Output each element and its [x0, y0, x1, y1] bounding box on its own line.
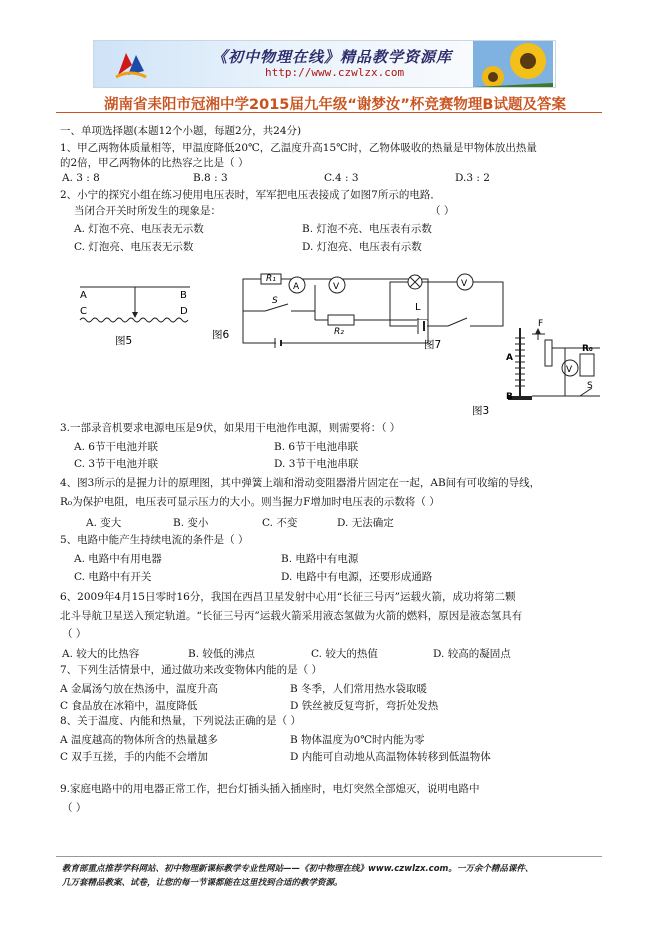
q4-option-d: D. 无法确定	[337, 517, 394, 529]
q3-option-a: A. 6节干电池并联	[74, 441, 158, 453]
sunflower-image	[473, 40, 553, 88]
q7-option-d: D 铁丝被反复弯折，弯折处发热	[290, 700, 439, 712]
document-title: 湖南省耒阳市冠湘中学2015届九年级“谢梦汝”杯竞赛物理B试题及答案	[104, 97, 566, 113]
q2-line1: 2、小宁的探究小组在练习使用电压表时，军军把电压表接成了如图7所示的电路．	[60, 189, 441, 201]
fig3-label-b: B	[506, 392, 513, 402]
q2-paren: （ ）	[430, 205, 455, 217]
fig5-label-c: C	[80, 306, 87, 317]
fig6-r2-label: R₂	[334, 327, 344, 337]
q3-line1: 3.一部录音机要求电源电压是9伏，如果用干电池作电源，则需要将：（ ）	[60, 422, 401, 434]
q1-option-d: D.3 : 2	[455, 172, 490, 184]
q6-line1: 6、2009年4月15日零时16分，我国在西昌卫星发射中心用“长征三号丙”运载火箭，成功将第二颗	[60, 591, 516, 603]
q5-option-d: D. 电路中有电源，还要形成通路	[281, 571, 433, 583]
footer-line1: 教育部重点推荐学科网站、初中物理新课标教学专业性网站——《初中物理在线》www.czwlzx.com。一万余个精品课件、	[62, 864, 534, 874]
q6-option-d: D. 较高的凝固点	[433, 648, 511, 660]
fig6-voltmeter-label: V	[333, 282, 340, 292]
q5-option-c: C. 电路中有开关	[74, 571, 152, 583]
footer-divider	[56, 856, 602, 857]
q7-line1: 7、下列生活情景中，通过做功来改变物体内能的是（ ）	[60, 664, 323, 676]
q2-option-d: D. 灯泡亮、电压表有示数	[302, 241, 422, 253]
q2-option-b: B. 灯泡不亮、电压表有示数	[302, 223, 432, 235]
fig6-r1-label: R₁	[266, 274, 276, 284]
q2-line2: 当闭合开关时所发生的现象是：	[74, 205, 221, 217]
q4-line2: R₀为保护电阻，电压表可显示压力的大小。则当握力F增加时电压表的示数将（ ）	[60, 496, 440, 508]
q5-line1: 5、电路中能产生持续电流的条件是（ ）	[60, 534, 249, 546]
banner-url: http://www.czwlzx.com	[265, 66, 405, 79]
fig3-force-label: F	[538, 319, 544, 329]
footer-line2: 几万套精品教案、试卷，让您的每一节课都能在这里找到合适的教学资源。	[62, 878, 343, 888]
q8-option-a: A 温度越高的物体所含的热量越多	[60, 734, 218, 746]
fig3-switch-label: S	[587, 381, 593, 391]
q9-line1: 9.家庭电路中的用电器正常工作，把台灯插头插入插座时，电灯突然全部熄灭，说明电路中	[60, 783, 480, 795]
fig6-ammeter-label: A	[293, 282, 300, 292]
fig5-caption: 图5	[115, 335, 133, 347]
q6-option-c: C. 较大的热值	[311, 648, 378, 660]
q1-line2: 的2倍，甲乙两物体的比热容之比是（ ）	[60, 157, 249, 169]
banner-title: 《初中物理在线》精品教学资源库	[212, 48, 453, 66]
fig3-voltmeter-label: V	[566, 365, 573, 375]
fig3-r0-label: R₀	[582, 344, 593, 354]
site-logo-icon	[112, 45, 150, 83]
q2-option-a: A. 灯泡不亮、电压表无示数	[74, 223, 204, 235]
q6-option-b: B. 较低的沸点	[188, 648, 255, 660]
q1-option-b: B.8 : 3	[193, 172, 228, 184]
q4-option-a: A. 变大	[86, 517, 122, 529]
title-divider	[56, 112, 602, 113]
fig7-voltmeter-label: V	[461, 279, 468, 289]
figure-6	[212, 274, 428, 348]
q6-option-a: A. 较大的比热容	[62, 648, 140, 660]
fig5-label-a: A	[80, 290, 87, 301]
figure-5	[80, 287, 190, 347]
figure-7	[390, 274, 503, 351]
q1-line1: 1、甲乙两物体质量相等，甲温度降低20℃，乙温度升高15℃时，乙物体吸收的热量是甲物体放出热量	[60, 142, 537, 154]
q2-option-c: C. 灯泡亮、电压表无示数	[74, 241, 194, 253]
fig5-label-d: D	[180, 306, 188, 317]
q1-option-a: A. 3 : 8	[62, 172, 100, 184]
fig7-lamp-label: L	[415, 302, 421, 313]
q5-option-a: A. 电路中有用电器	[74, 553, 162, 565]
figures-row	[60, 268, 600, 420]
fig3-label-a: A	[506, 353, 513, 363]
q3-option-c: C. 3节干电池并联	[74, 458, 159, 470]
q7-option-b: B 冬季，人们常用热水袋取暖	[290, 683, 428, 695]
q8-option-b: B 物体温度为0℃时内能为零	[290, 734, 425, 746]
q8-option-c: C 双手互搓，手的内能不会增加	[60, 751, 208, 763]
fig5-label-b: B	[180, 290, 187, 301]
q3-option-b: B. 6节干电池串联	[274, 441, 359, 453]
q1-option-c: C.4 : 3	[324, 172, 359, 184]
q6-line2: 北斗导航卫星送入预定轨道。“长征三号丙”运载火箭采用液态氢做为火箭的燃料，原因是液态氢具有	[60, 610, 523, 622]
footer	[62, 862, 602, 890]
fig6-switch-label: S	[272, 296, 278, 306]
fig7-caption: 图7	[424, 339, 442, 351]
q7-option-a: A 金属汤勺放在热汤中，温度升高	[60, 683, 218, 695]
q5-option-b: B. 电路中有电源	[281, 553, 359, 565]
q6-line3: （ ）	[62, 628, 87, 640]
q7-option-c: C 食品放在冰箱中，温度降低	[60, 700, 198, 712]
q9-line2: （ ）	[62, 802, 87, 814]
section-heading: 一、单项选择题(本题12个小题，每题2分，共24分)	[60, 125, 302, 137]
q4-option-b: B. 变小	[173, 517, 209, 529]
q4-line1: 4、图3所示的是握力计的原理图，其中弹簧上端和滑动变阻器滑片固定在一起，AB间有可收缩的导线，	[60, 477, 541, 489]
q3-option-d: D. 3节干电池串联	[274, 458, 359, 470]
q8-line1: 8、关于温度、内能和热量，下列说法正确的是（ ）	[60, 715, 302, 727]
fig3-caption: 图3	[472, 405, 490, 417]
q8-option-d: D 内能可自动地从高温物体转移到低温物体	[290, 751, 491, 763]
header-banner	[93, 40, 556, 88]
fig6-caption: 图6	[212, 329, 230, 341]
figure-3	[472, 319, 600, 417]
q4-option-c: C. 不变	[262, 517, 298, 529]
